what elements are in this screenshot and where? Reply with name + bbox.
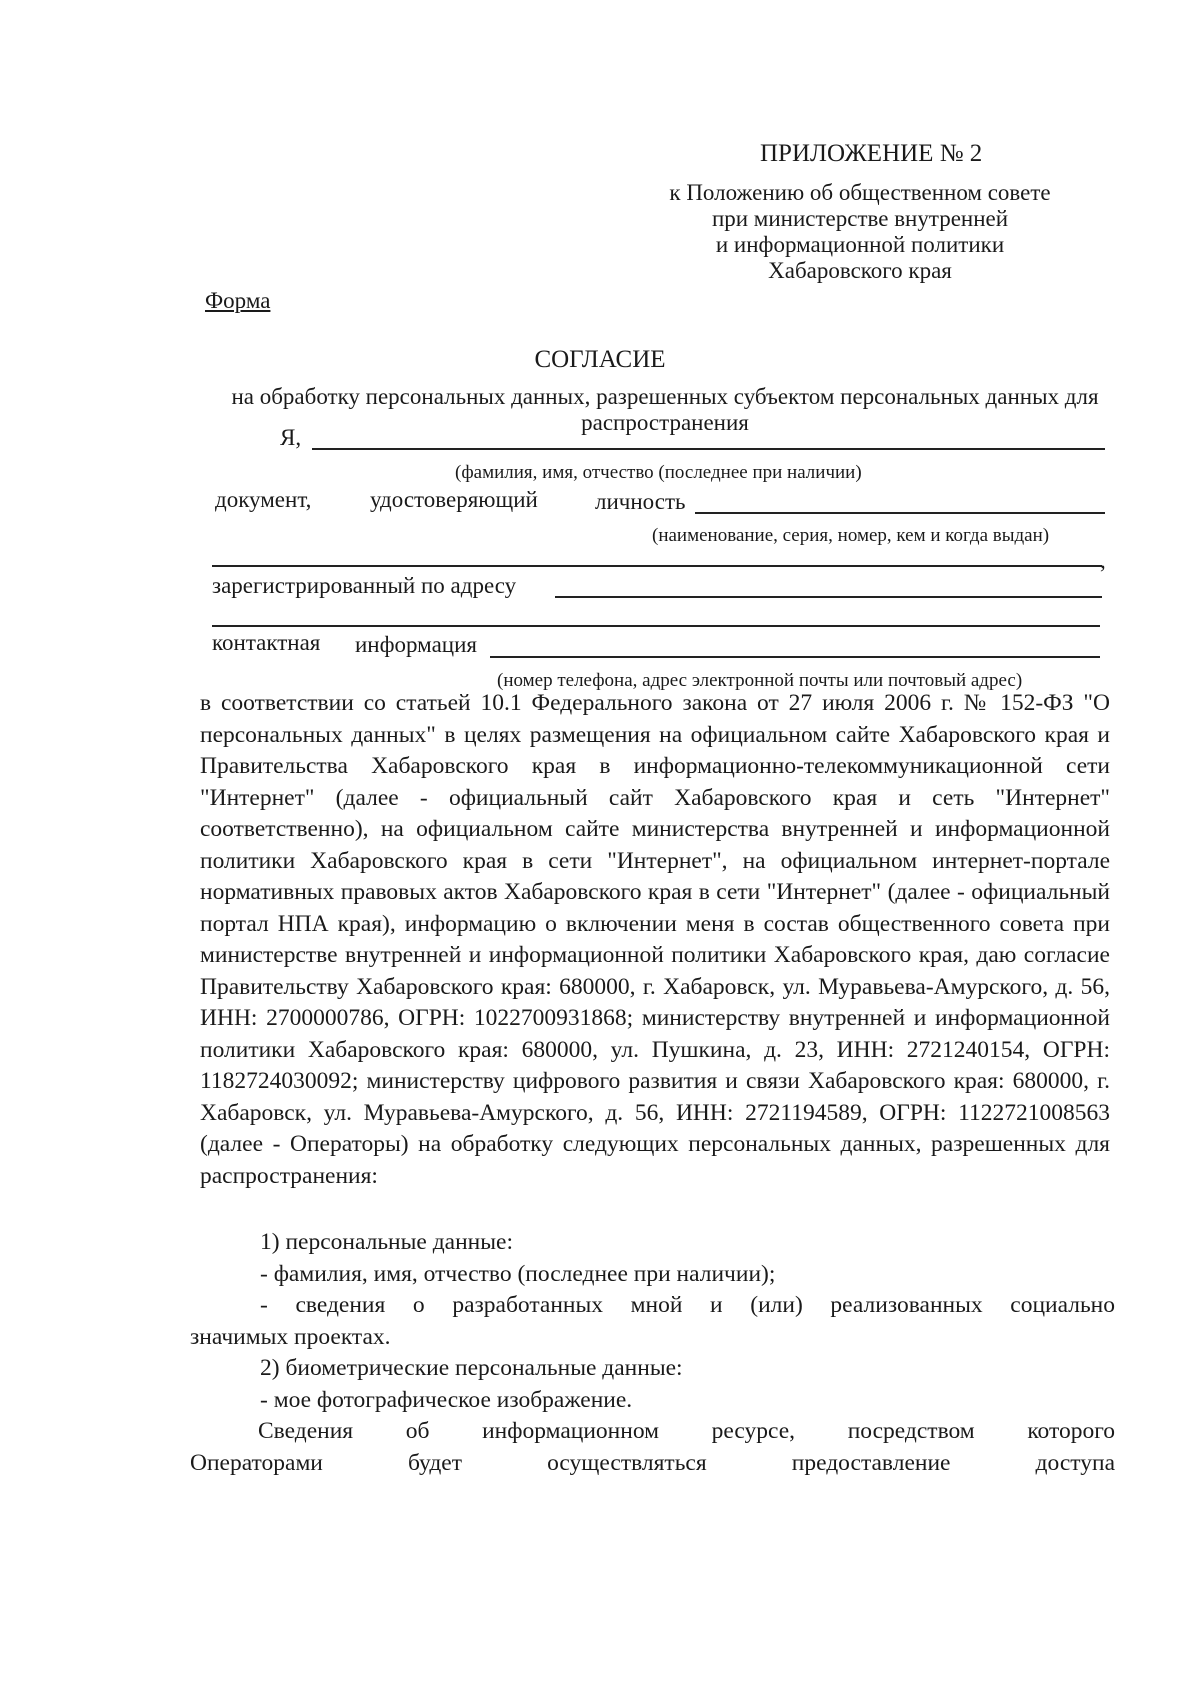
consent-body	[200, 688, 1110, 1192]
address-field-line-2[interactable]	[212, 625, 1100, 627]
fio-caption: (фамилия, имя, отчество (последнее при наличии)	[455, 462, 862, 483]
contact-field-line[interactable]	[490, 656, 1100, 658]
final-line-1: Сведения об информационном ресурсе, посредством которого	[258, 1418, 1115, 1444]
list-item-2a: - мое фотографическое изображение.	[260, 1386, 633, 1413]
contact-caption: (номер телефона, адрес электронной почты или почтовый адрес)	[497, 670, 1023, 691]
form-label: Форма	[205, 288, 271, 313]
final-line-2: Операторами будет осуществляться предоставление доступа	[190, 1449, 1115, 1476]
appendix-line: Хабаровского края	[768, 258, 952, 283]
address-label: зарегистрированный по адресу	[212, 573, 517, 598]
contact-label-word2: информация	[355, 632, 477, 657]
i-label: Я,	[280, 425, 302, 450]
list-item-2: 2) биометрические персональные данные:	[260, 1355, 683, 1381]
document-label-word2: удостоверяющий	[370, 487, 538, 512]
list-item-1b-end: значимых проектах.	[190, 1323, 391, 1350]
appendix-line: при министерстве внутренней	[711, 206, 1009, 231]
list-item-1: 1) персональные данные:	[260, 1229, 514, 1255]
document-field-line-2[interactable]	[212, 565, 1102, 567]
final-paragraph	[190, 1416, 1115, 1479]
address-field-line[interactable]	[555, 596, 1102, 598]
document-caption: (наименование, серия, номер, кем и когда выдан)	[652, 525, 1050, 546]
main-paragraph: в соответствии со статьей 10.1 Федерального закона от 27 июля 2006 г. № 152-ФЗ "О персональных данных" в целях размещения на официальном сайте Хабаровского края и Правительства Хабаровского края в информационно-телекоммуникационной сети "Интернет" (далее - официальный сайт Хабаровского края и сеть "Интернет" соответственно), на официальном сайте министерства внутренней и информационной политики Хабаровского края в сети "Интернет", на официальном интернет-портале нормативных правовых актов Хабаровского края в сети "Интернет" (далее - официальный портал НПА края), информацию о включении меня в состав общественного совета при министерстве внутренней и информационной политики Хабаровского края, даю согласие Правительству Хабаровского края: 680000, г. Хабаровск, ул. Муравьева-Амурского, д. 56, ИНН: 2700000786, ОГРН: 1022700931868; министерству внутренней и информационной политики Хабаровского края: 680000, ул. Пушкина, д. 23, ИНН: 2721240154, ОГРН: 1182724030092; министерству цифрового развития и связи Хабаровского края: 680000, г. Хабаровск, ул. Муравьева-Амурского, д. 56, ИНН: 2721194589, ОГРН: 1122721008563 (далее - Операторы) на обработку следующих персональных данных, разрешенных для распространения:	[200, 690, 1110, 1189]
document-label-word1: документ,	[215, 487, 312, 512]
contact-label-word1: контактная	[212, 630, 321, 655]
appendix-reference	[600, 180, 1120, 284]
data-list	[190, 1227, 1115, 1416]
document-label-word3: личность	[595, 489, 686, 514]
appendix-line: к Положению об общественном совете	[669, 180, 1051, 205]
document-title: СОГЛАСИЕ	[534, 346, 666, 373]
document-subtitle: на обработку персональных данных, разрешенных субъектом персональных данных для распространения	[231, 384, 1099, 435]
comma: ,	[1100, 548, 1106, 573]
document-field-line[interactable]	[695, 512, 1105, 514]
list-item-1a: - фамилия, имя, отчество (последнее при наличии);	[260, 1260, 776, 1287]
appendix-heading: ПРИЛОЖЕНИЕ № 2	[760, 140, 983, 167]
fio-field-line[interactable]	[312, 448, 1105, 450]
list-item-1b-start: - сведения о разработанных мной и (или) реализованных социально	[260, 1292, 1115, 1318]
appendix-line: и информационной политики	[715, 232, 1005, 257]
